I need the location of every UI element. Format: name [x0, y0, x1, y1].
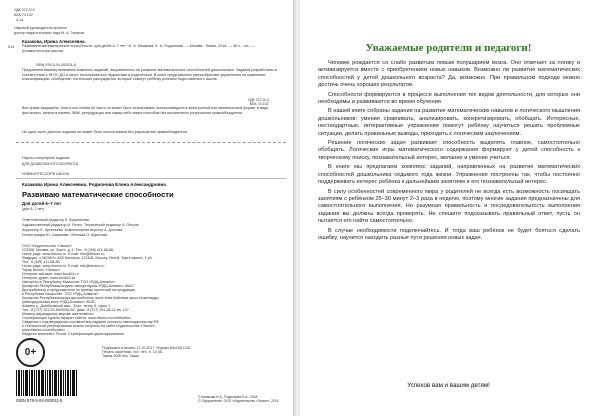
print-line: Печать офсетная. Усл. печ. л. 10,08.: [102, 350, 163, 354]
udk-bbk-right: УДК 372.3/.4 ББК 74.102: [248, 98, 269, 107]
publisher-line: Дистрибьютор и представитель по приему претензий на продукцию,: [22, 288, 137, 292]
preface-body: [318, 60, 580, 244]
print-line: Тираж 4000 экз. Заказ: [102, 354, 139, 358]
bbk-code: ББК 74.102: [14, 13, 33, 17]
cip-isbn: ISBN 978-5-04-093011-8: [36, 63, 76, 67]
preface-page: [300, 2, 597, 414]
copyright-page: [2, 2, 294, 414]
book-spine: [293, 0, 300, 416]
publisher-line: Тел.: 8 (727) 251-59-89/90/91/92, факс: 8 (727) 251-58-12 вн. 107.: [22, 308, 130, 312]
publisher-line: қабылдаушының өкілі «РДЦ-Алматы» ЖШС,: [22, 300, 97, 304]
book-subtitle: Для детей 6–7 лет: [22, 201, 62, 206]
publisher-line: 123308, Москва, ул. Зорге, д. 1. Тел.: 8 (495) 411-68-86.: [22, 248, 115, 252]
publisher-line: Өнімнің жарамдылық мерзімі шектелмеген.: [22, 312, 95, 316]
series-label: ИЗИМОНТЕССОРИ ШКОЛА: [22, 172, 70, 176]
preface-heading: Уважаемые родители и педагоги!: [365, 42, 532, 54]
age-rating-badge: 0+: [16, 338, 45, 367]
closing-line: Успехов вам и вашим детям!: [407, 382, 490, 389]
credit-line: Корректор Е. Арсеньева Компьютерная верстка А. Долгова: [22, 228, 123, 232]
barcode: [16, 370, 86, 396]
title-divider: [16, 178, 286, 179]
publisher-line: Интернет-магазин: www.book24.ru: [22, 272, 79, 276]
publisher-line: Home page: www.eksmo.ru E-mail: info@eksmo.ru: [22, 252, 105, 256]
publisher-line: www.eksmo.ru/certification: [22, 328, 65, 332]
project-lead-name: доктор педагогических наук М. А. Зиганов: [14, 31, 84, 35]
isbn-bottom: ISBN 978-5-04-093011-8: [16, 398, 63, 403]
copyright-footer: © Казакова И.А., Родионова Е.А., 2018 © Оформление. ООО «Издательство «Эксмо», 2018: [198, 395, 279, 404]
publisher-line: Сертификация туралы ақпарат сайтта: www.eksmo.ru/certification: [22, 316, 131, 320]
annotation-text: Предлагаем вашему вниманию комплекс заданий, направленных на развитие математических способностей дошкольника. Задания разработаны в соответствии с ФГОС ДО и могут использоваться педагогами и родителями. В книге представлены разнообразные упражнения на сравнение, классификацию, обобщение, логические рассуждения, которые помогут ребёнку успешно подготовиться к школе.: [22, 68, 277, 82]
preface-paragraph: В книге мы предлагаем комплекс заданий, направленных на развитие математических способностей дошкольника седьмого года жизни. Упражнения построены так, чтобы постоянно поддерживать интерес ребёнка к дальнейшим занятиям и его познавательный интерес.: [318, 164, 580, 186]
publisher-line: Қазақстан Республикасында дистрибьютор және өнім бойынша арыз-талаптарды: [22, 296, 159, 300]
publisher-line: о техническом регулировании можно получить на сайте Издательства «Эксмо»: [22, 324, 155, 328]
rights-warning: Все права защищены. Книга или любая её часть не может быть скопирована, воспроизведена в электронной или механической форме, в виде фотокопии, записи в память ЭВМ, репродукции или каким-либо иным способом без письменного разрешения правообладателя.: [22, 106, 269, 115]
publisher-line: Өндірген мемлекет: Ресей. Сертификация қарастырылмаған: [22, 332, 124, 336]
publisher-line: Интернет-дүкен: www.book24.kz: [22, 276, 76, 280]
authors-line: Казакова Ирина Алексеевна, Родионова Елена Александровна: [22, 182, 166, 187]
popular-edition-label: Научно-популярное издание: [22, 156, 70, 160]
publisher-line: Қазақстан Республикасындағы импорттаушы «РДЦ-Алматы» ЖШС.: [22, 284, 136, 288]
publisher-line: Home page: www.eksmo.ru E-mail: info@eksmo.ru: [22, 264, 105, 268]
print-line: Подписано в печать 17.10.2017. Формат 84x108 1/16.: [102, 346, 191, 350]
publisher-line: Импортёр в Республику Казахстан ТОО «РДЦ-Алматы».: [22, 280, 116, 284]
preface-paragraph: Решение логических задач развивает способность выделять главное, самостоятельно обобщать. Логические игры математического содержания формируют у детей способность к творческому поиску, познавательный интерес, желание и умение учиться.: [318, 140, 580, 161]
preface-paragraph: В случае необходимости подключайтесь. И тогда ваш ребёнок не будет бояться сделать ошибку, научится находить разные пути решения новых задач.: [318, 227, 580, 241]
project-lead-label: Научный руководитель проекта: [14, 26, 67, 30]
serial-code: 4-14: [16, 18, 24, 22]
preface-paragraph: В нашей книге собраны задания на развитие математических навыков и логического мышления дошкольников: умения сравнивать, анализировать, конкретизировать, обобщать. Интересные, нестандартные, интерактивные упражнения помогут ребёнку научиться решать проблемные ситуации, делать правильные выводы, приходить к логическим заключениям.: [318, 108, 580, 137]
publisher-line: ООО «Издательство «Эксмо»: [22, 244, 72, 248]
age-group-label: ДЛЯ ДОШКОЛЬНОГО ВОЗРАСТА: [22, 162, 79, 166]
publisher-line: Алматы қ., Домбровский көш., 3«а», литер Б, офис 1.: [22, 304, 112, 308]
publisher-line: в Республике Казахстан: ТОО «РДЦ-Алматы»: [22, 292, 99, 296]
credit-line: Ответственный редактор Е. Куприянова: [22, 218, 89, 222]
publisher-line: Өндіруші: «ЭКСМО» АҚБ Баспасы, 123308, Мәскеу, Ресей, Зорге көшесі, 1 үй.: [22, 256, 153, 260]
credit-line: Художественный редактор И. Ратно Технический редактор А. Петров: [22, 223, 139, 227]
book-subtitle-2: (для 6–7 лет): [22, 207, 45, 211]
publisher-line: Тауар белгісі: «Эксмо»: [22, 268, 60, 272]
preface-paragraph: Человек рождается со слабо развитым левым полушарием мозга. Оно отвечает за логику и активизируется вместе с приобретением новых навыков. Возможно ли развитие математических способностей у детей дошкольного возраста? Да, возможно. При правильном подходе можно достичь очень хороших результатов.: [318, 60, 580, 89]
law-note: Ни одна часть данного издания не может быть использована без разрешения правообладателя.: [22, 130, 188, 134]
udk-code: УДК 372.3/.4: [14, 8, 35, 12]
preface-paragraph: Способности формируются в процессе выполнения тех видов деятельности, для которых они необходимы и развиваются во время обучения.: [318, 91, 580, 106]
preface-paragraph: В силу особенностей современного мира у родителей не всегда есть возможность посвящать занятиям с ребёнком 25–30 минут 2–3 раза в неделю, поэтому многие задания предназначены для самостоятельного выполнения. Но разумная правильность и последовательность выполнения задания вы должны всегда проверять. Не спешите подсказывать правильный ответ, пусть он пытается его найти самостоятельно.: [318, 188, 580, 225]
book-code: К14: [8, 45, 15, 49]
publisher-line: Сведения о подтверждении соответствия издания согласно законодательству РФ: [22, 320, 159, 324]
cip-description: Развиваем математические способности: для детей 6–7 лет / И. А. Казакова, Е. А. Родионова. — Москва : Эксмо, 2018. — 96 с. : ил. — (Изимонтессори школа).: [22, 44, 255, 53]
book-title: Развиваю математические способности: [22, 190, 174, 199]
divider: [16, 142, 286, 143]
credit-line: Иллюстрации Ю. Смирнова Обложка О. Кирисова: [22, 233, 107, 237]
publisher-line: Тел.: 8 (495) 411-68-86.: [22, 260, 61, 264]
author-heading: Казакова, Ирина Алексеевна.: [22, 39, 86, 44]
